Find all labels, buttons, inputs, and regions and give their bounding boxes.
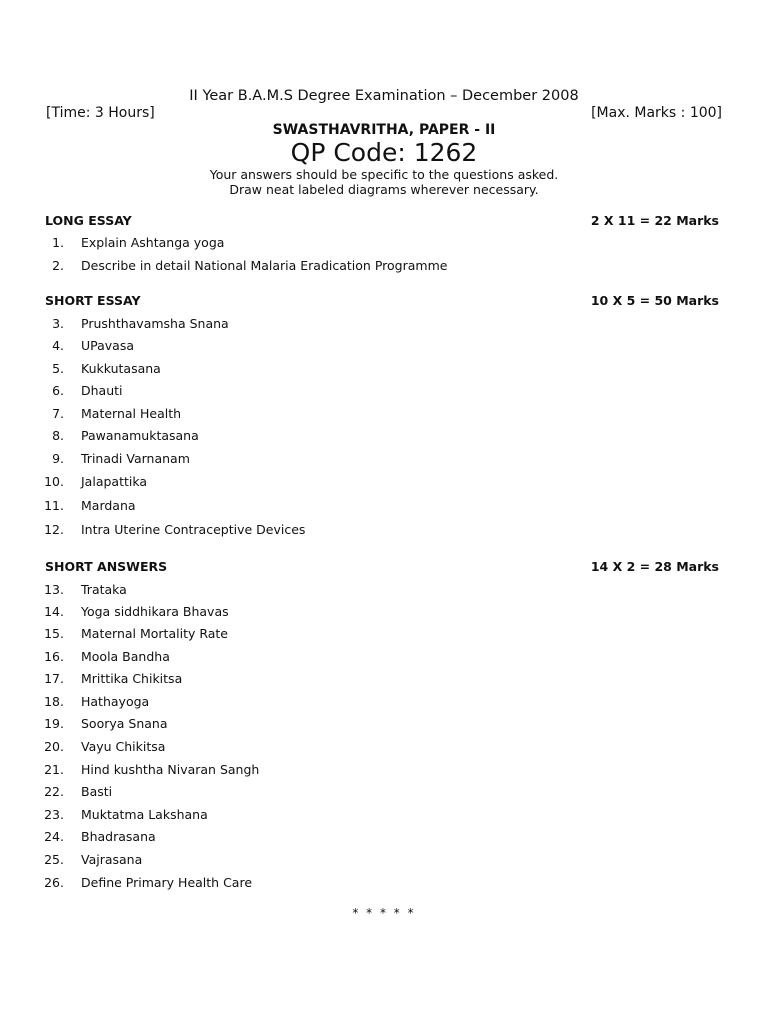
- question-text: Hind kushtha Nivaran Sangh: [81, 762, 260, 777]
- question-text: Yoga siddhikara Bhavas: [81, 604, 229, 619]
- instruction-line: Your answers should be specific to the questions asked.: [209, 167, 559, 182]
- exam-title: II Year B.A.M.S Degree Examination – December 2008: [189, 88, 579, 104]
- question-number: 10.: [44, 474, 64, 489]
- question-text: Soorya Snana: [81, 716, 168, 731]
- paper-title: SWASTHAVRITHA, PAPER - II: [272, 122, 496, 138]
- question-number: 17.: [44, 671, 64, 686]
- question-text: Vajrasana: [81, 852, 143, 867]
- question-text: Trataka: [81, 582, 127, 597]
- question-text: Moola Bandha: [81, 649, 170, 664]
- instruction-line: Draw neat labeled diagrams wherever necessary.: [229, 182, 539, 197]
- question-number: 21.: [44, 762, 64, 777]
- max-marks: [Max. Marks : 100]: [591, 105, 722, 121]
- question-text: Intra Uterine Contraceptive Devices: [81, 522, 306, 537]
- question-number: 12.: [44, 522, 64, 537]
- question-text: Bhadrasana: [81, 829, 156, 844]
- question-text: UPavasa: [81, 338, 135, 353]
- time-allowed: [Time: 3 Hours]: [46, 105, 155, 121]
- question-text: Basti: [81, 784, 113, 799]
- question-number: 5.: [52, 361, 64, 376]
- question-text: Maternal Health: [81, 406, 182, 421]
- question-number: 25.: [44, 852, 64, 867]
- question-number: 24.: [44, 829, 64, 844]
- question-number: 8.: [52, 428, 64, 443]
- question-number: 2.: [52, 258, 64, 273]
- section-marks-long-essay: 2 X 11 = 22 Marks: [590, 213, 719, 228]
- question-text: Vayu Chikitsa: [81, 739, 166, 754]
- question-text: Jalapattika: [81, 474, 148, 489]
- question-number: 19.: [44, 716, 64, 731]
- section-title-long-essay: LONG ESSAY: [45, 213, 132, 228]
- section-title-short-essay: SHORT ESSAY: [45, 293, 141, 308]
- question-number: 18.: [44, 694, 64, 709]
- question-number: 14.: [44, 604, 64, 619]
- question-number: 11.: [44, 498, 64, 513]
- question-text: Define Primary Health Care: [81, 875, 253, 890]
- question-text: Prushthavamsha Snana: [81, 316, 229, 331]
- question-number: 4.: [52, 338, 64, 353]
- question-number: 1.: [52, 235, 64, 250]
- question-text: Mrittika Chikitsa: [81, 671, 183, 686]
- qp-code: QP Code: 1262: [290, 138, 478, 167]
- question-number: 13.: [44, 582, 64, 597]
- question-number: 16.: [44, 649, 64, 664]
- question-number: 15.: [44, 626, 64, 641]
- question-text: Dhauti: [81, 383, 123, 398]
- question-text: Explain Ashtanga yoga: [81, 235, 225, 250]
- question-number: 6.: [52, 383, 64, 398]
- question-text: Describe in detail National Malaria Eradication Programme: [81, 258, 448, 273]
- question-number: 20.: [44, 739, 64, 754]
- question-text: Hathayoga: [81, 694, 150, 709]
- question-number: 3.: [52, 316, 64, 331]
- question-number: 22.: [44, 784, 64, 799]
- question-text: Pawanamuktasana: [81, 428, 199, 443]
- question-text: Kukkutasana: [81, 361, 161, 376]
- section-title-short-answers: SHORT ANSWERS: [45, 559, 168, 574]
- question-number: 23.: [44, 807, 64, 822]
- end-of-paper-mark: * * * * *: [352, 906, 416, 920]
- question-number: 26.: [44, 875, 64, 890]
- question-text: Mardana: [81, 498, 136, 513]
- question-text: Trinadi Varnanam: [81, 451, 190, 466]
- section-marks-short-essay: 10 X 5 = 50 Marks: [590, 293, 719, 308]
- question-number: 9.: [52, 451, 64, 466]
- question-text: Muktatma Lakshana: [81, 807, 208, 822]
- section-marks-short-answers: 14 X 2 = 28 Marks: [590, 559, 719, 574]
- question-number: 7.: [52, 406, 64, 421]
- question-text: Maternal Mortality Rate: [81, 626, 228, 641]
